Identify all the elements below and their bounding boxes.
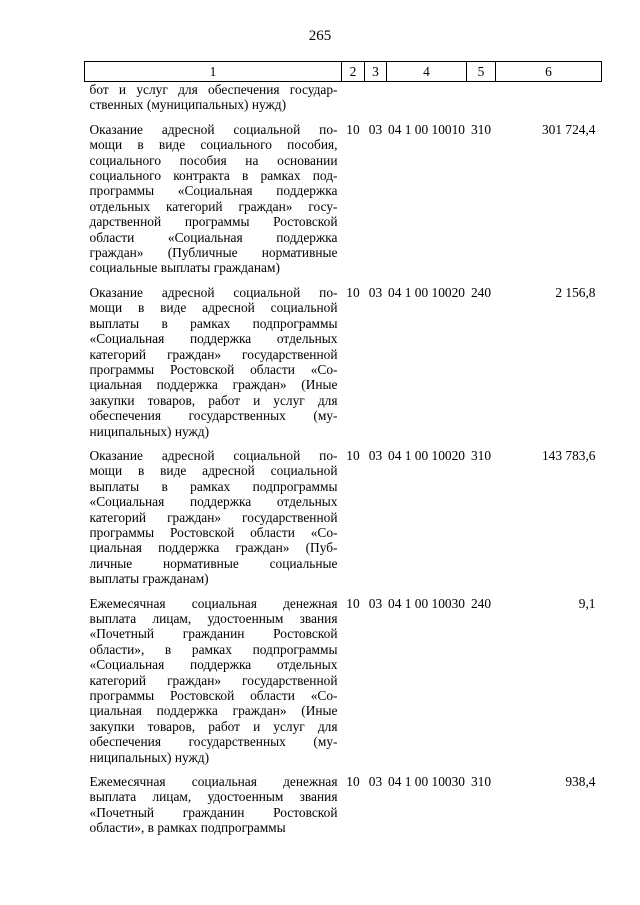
description-line: выплаты гражданам)	[89, 571, 209, 587]
description-line: программы Ростовской области «Со-	[89, 524, 338, 540]
description-line: выплата лицам, удостоенным звания	[89, 789, 338, 805]
header-row	[85, 62, 602, 82]
description-line: Оказание адресной социальной по-	[89, 284, 338, 300]
description-line: граждан» (Публичные нормативные	[89, 245, 338, 261]
budget-table	[84, 61, 602, 845]
description-line: Ежемесячная социальная денежная	[89, 774, 338, 790]
expense-type-code: 310	[470, 774, 492, 790]
description-line: «Социальная поддержка отдельных	[89, 657, 338, 673]
subsection-code: 03	[368, 774, 383, 790]
subsection-code: 03	[368, 121, 383, 137]
subsection-code	[365, 82, 387, 122]
table-header	[85, 62, 602, 82]
description-line: программы Ростовской области «Со-	[89, 688, 338, 704]
table-row	[85, 448, 602, 596]
row-description	[85, 122, 342, 285]
header-col-4: 4	[387, 62, 467, 82]
description-line: бот и услуг для обеспечения государ-	[89, 82, 338, 97]
description-line: области», в рамках подпрограммы	[89, 641, 338, 657]
description-line: мощи в виде адресной социальной	[89, 463, 338, 479]
description-line: мощи в виде адресной социальной	[89, 300, 338, 316]
row-description	[85, 82, 342, 122]
description-line: «Почетный гражданин Ростовской	[89, 626, 338, 642]
table-row	[85, 596, 602, 774]
description-line: обеспечения государственных (му-	[89, 734, 338, 750]
target-article-code: 04 1 00 10020	[388, 447, 465, 463]
amount-value: 2 156,8	[555, 284, 596, 300]
table-row	[85, 774, 602, 845]
description-line: ниципальных) нужд)	[89, 749, 210, 765]
description-line: выплаты в рамках подпрограммы	[89, 315, 338, 331]
header-col-1: 1	[85, 62, 342, 82]
target-article-code: 04 1 00 10030	[388, 595, 465, 611]
amount-value: 938,4	[565, 774, 596, 790]
description-line: категорий граждан» государственной	[89, 509, 338, 525]
row-description	[85, 596, 342, 774]
description-line: обеспечения государственных (му-	[89, 408, 338, 424]
target-article-code: 04 1 00 10020	[388, 284, 465, 300]
description-line: ственных (муниципальных) нужд)	[89, 97, 287, 113]
description-line: циальная поддержка граждан» (Иные	[89, 703, 338, 719]
row-description	[85, 448, 342, 596]
section-code: 10	[346, 447, 360, 463]
table-row	[85, 285, 602, 448]
section-code: 10	[346, 284, 360, 300]
description-line: дарственной программы Ростовской	[89, 214, 338, 230]
expense-type-code: 240	[470, 595, 492, 611]
description-line: закупки товаров, работ и услуг для	[89, 392, 338, 408]
amount-value: 143 783,6	[541, 447, 596, 463]
description-line: социального контракта в рамках под-	[89, 168, 338, 184]
section-code: 10	[346, 121, 360, 137]
table-row	[85, 82, 602, 122]
target-article-code: 04 1 00 10010	[388, 121, 465, 137]
table-body	[85, 82, 602, 845]
header-col-2: 2	[342, 62, 365, 82]
subsection-code: 03	[368, 595, 383, 611]
description-line: «Почетный гражданин Ростовской	[89, 804, 338, 820]
description-line: Оказание адресной социальной по-	[89, 447, 338, 463]
description-line: Ежемесячная социальная денежная	[89, 595, 338, 611]
description-line: мощи в виде социального пособия,	[89, 137, 338, 153]
amount-value: 301 724,4	[541, 121, 596, 137]
description-line: циальная поддержка граждан» (Иные	[89, 377, 338, 393]
description-line: «Социальная поддержка отдельных	[89, 494, 338, 510]
section-code	[342, 82, 365, 122]
description-line: «Социальная поддержка отдельных	[89, 331, 338, 347]
description-line: социальные выплаты гражданам)	[89, 260, 280, 276]
description-line: ниципальных) нужд)	[89, 423, 210, 439]
description-line: программы «Социальная поддержка	[89, 183, 338, 199]
description-line: категорий граждан» государственной	[89, 672, 338, 688]
description-line: закупки товаров, работ и услуг для	[89, 718, 338, 734]
description-line: области «Социальная поддержка	[89, 229, 338, 245]
expense-type-code: 240	[470, 284, 492, 300]
amount-value	[496, 82, 602, 122]
description-line: циальная поддержка граждан» (Пуб-	[89, 540, 338, 556]
expense-type-code	[467, 82, 496, 122]
description-line: категорий граждан» государственной	[89, 346, 338, 362]
target-article-code: 04 1 00 10030	[388, 774, 465, 790]
description-line: программы Ростовской области «Со-	[89, 361, 338, 377]
header-col-3: 3	[365, 62, 387, 82]
header-col-6: 6	[496, 62, 602, 82]
section-code: 10	[346, 774, 360, 790]
row-description	[85, 774, 342, 845]
table-row	[85, 122, 602, 285]
description-line: социального пособия на основании	[89, 152, 338, 168]
description-line: выплата лицам, удостоенным звания	[89, 611, 338, 626]
header-col-5: 5	[467, 62, 496, 82]
amount-value: 9,1	[578, 595, 596, 611]
section-code: 10	[346, 595, 360, 611]
description-line: области», в рамках подпрограммы	[89, 820, 286, 836]
page-number: 265	[308, 28, 332, 44]
description-line: Оказание адресной социальной по-	[89, 121, 338, 137]
subsection-code: 03	[368, 447, 383, 463]
description-line: выплаты в рамках подпрограммы	[89, 478, 338, 494]
description-line: личные нормативные социальные	[89, 555, 338, 571]
row-description	[85, 285, 342, 448]
target-article-code	[387, 82, 467, 122]
description-line: отдельных категорий граждан» госу-	[89, 198, 338, 214]
expense-type-code: 310	[470, 121, 492, 137]
subsection-code: 03	[368, 284, 383, 300]
expense-type-code: 310	[470, 447, 492, 463]
